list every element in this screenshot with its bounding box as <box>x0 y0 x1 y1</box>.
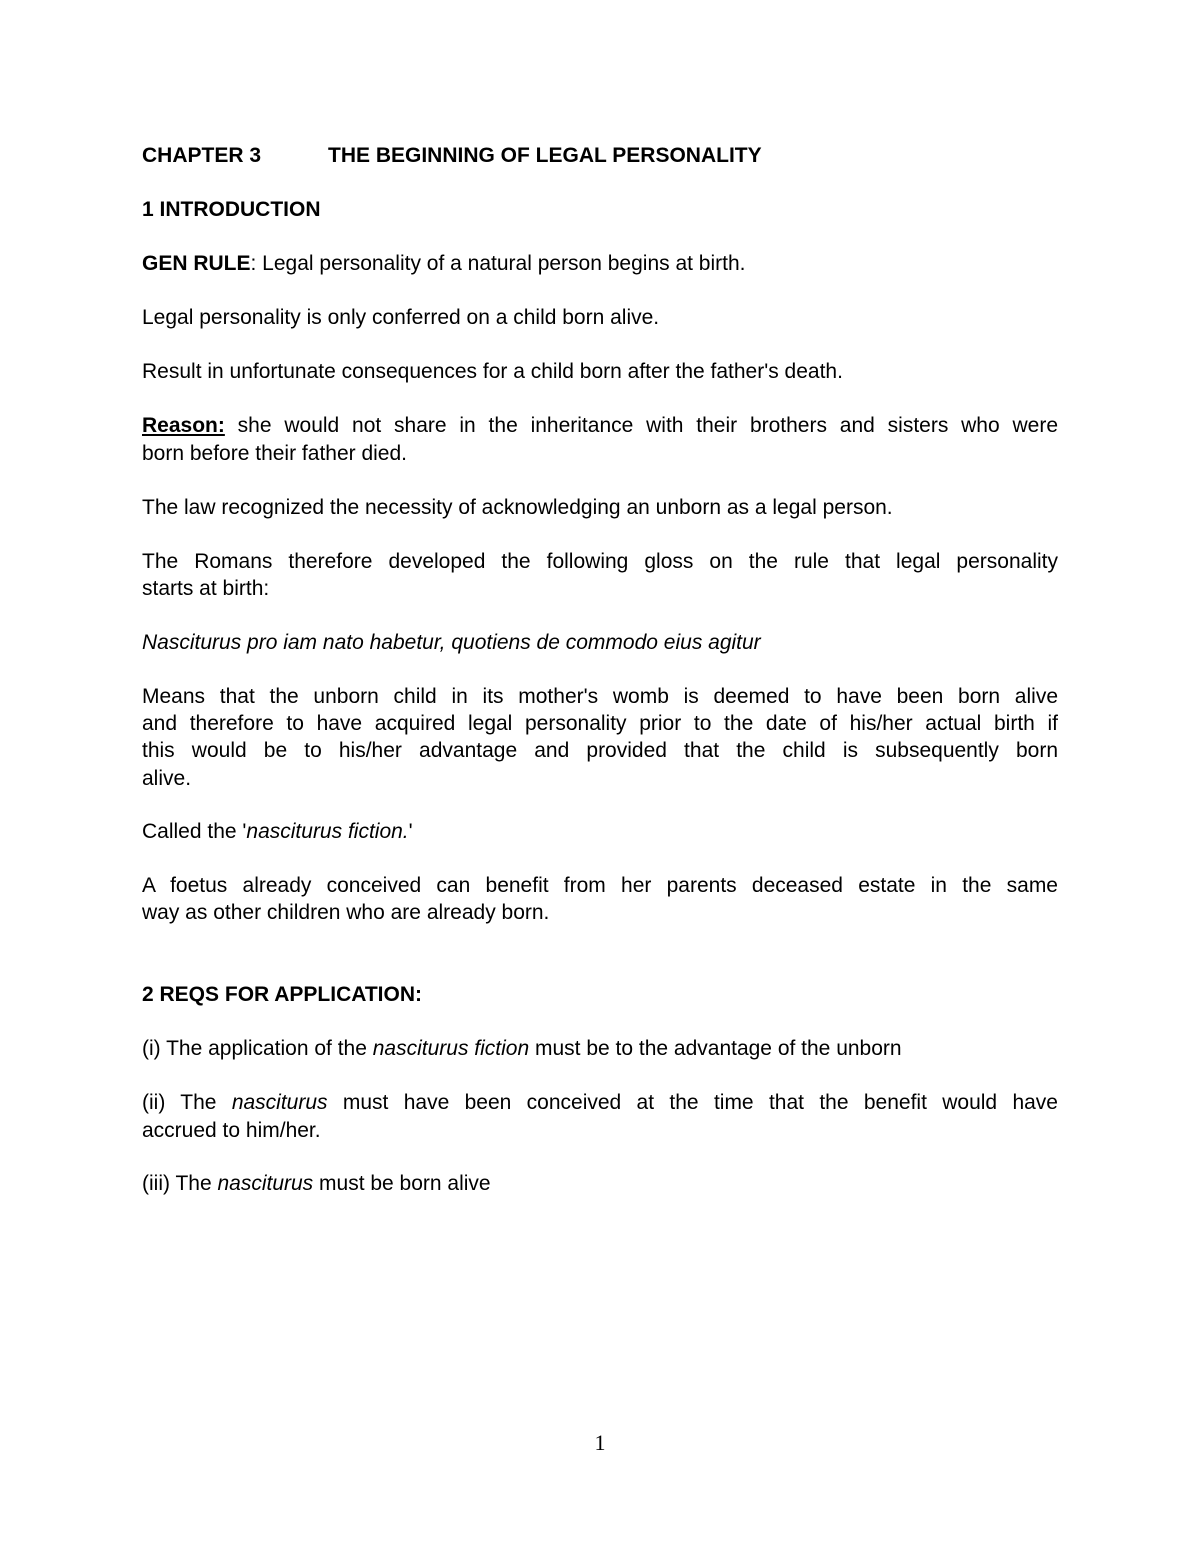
chapter-number: CHAPTER 3 <box>142 144 262 167</box>
called-prefix: Called the ' <box>142 820 247 843</box>
latin-maxim: Nasciturus pro iam nato habetur, quotiens de commodo eius agitur <box>142 631 761 654</box>
req2-suffix: must have been conceived at the time that the benefit would have <box>327 1091 1058 1114</box>
requirement-2-line-2: accrued to him/her. <box>142 1119 321 1142</box>
paragraph-conferred: Legal personality is only conferred on a child born alive. <box>142 306 660 329</box>
romans-line-1: The Romans therefore developed the following gloss on the rule that legal personality <box>142 550 1058 573</box>
section-heading-requirements: 2 REQS FOR APPLICATION: <box>142 983 423 1006</box>
reason-line-2: born before their father died. <box>142 442 408 465</box>
means-line-2: and therefore to have acquired legal personality prior to the date of his/her actual birth if <box>142 712 1058 735</box>
means-line-3: this would be to his/her advantage and provided that the child is subsequently born <box>142 739 1058 762</box>
req3-suffix: must be born alive <box>313 1172 491 1195</box>
paragraph-law: The law recognized the necessity of acknowledging an unborn as a legal person. <box>142 496 893 519</box>
called-paragraph <box>142 818 1058 846</box>
called-term: nasciturus fiction. <box>246 820 409 843</box>
page-number: 1 <box>594 1430 606 1455</box>
req1-prefix: (i) The application of the <box>142 1037 373 1060</box>
reason-line-1 <box>142 412 1058 440</box>
chapter-title: THE BEGINNING OF LEGAL PERSONALITY <box>328 144 762 167</box>
paragraph-result: Result in unfortunate consequences for a child born after the father's death. <box>142 360 843 383</box>
means-line-4: alive. <box>142 767 192 790</box>
req3-term: nasciturus <box>217 1172 314 1195</box>
req1-suffix: must be to the advantage of the unborn <box>529 1037 902 1060</box>
romans-line-2: starts at birth: <box>142 577 270 600</box>
section-heading-introduction: 1 INTRODUCTION <box>142 198 321 221</box>
req3-prefix: (iii) The <box>142 1172 218 1195</box>
reason-label: Reason: <box>142 414 225 437</box>
gen-rule-text: : Legal personality of a natural person begins at birth. <box>250 252 746 275</box>
foetus-line-1: A foetus already conceived can benefit from her parents deceased estate in the same <box>142 874 1058 897</box>
req2-term: nasciturus <box>231 1091 328 1114</box>
called-suffix: ' <box>408 820 413 843</box>
requirement-1 <box>142 1035 1058 1063</box>
chapter-heading <box>142 142 1058 170</box>
req2-prefix: (ii) The <box>142 1091 232 1114</box>
gen-rule-label: GEN RULE <box>142 252 251 275</box>
reason-text: she would not share in the inheritance with their brothers and sisters who were <box>224 414 1058 437</box>
foetus-line-2: way as other children who are already born. <box>142 901 550 924</box>
requirement-2-line-1 <box>142 1089 1058 1117</box>
gen-rule-paragraph <box>142 250 1058 278</box>
req1-term: nasciturus fiction <box>372 1037 530 1060</box>
requirement-3 <box>142 1170 1058 1198</box>
means-line-1: Means that the unborn child in its mother's womb is deemed to have been born alive <box>142 685 1058 708</box>
